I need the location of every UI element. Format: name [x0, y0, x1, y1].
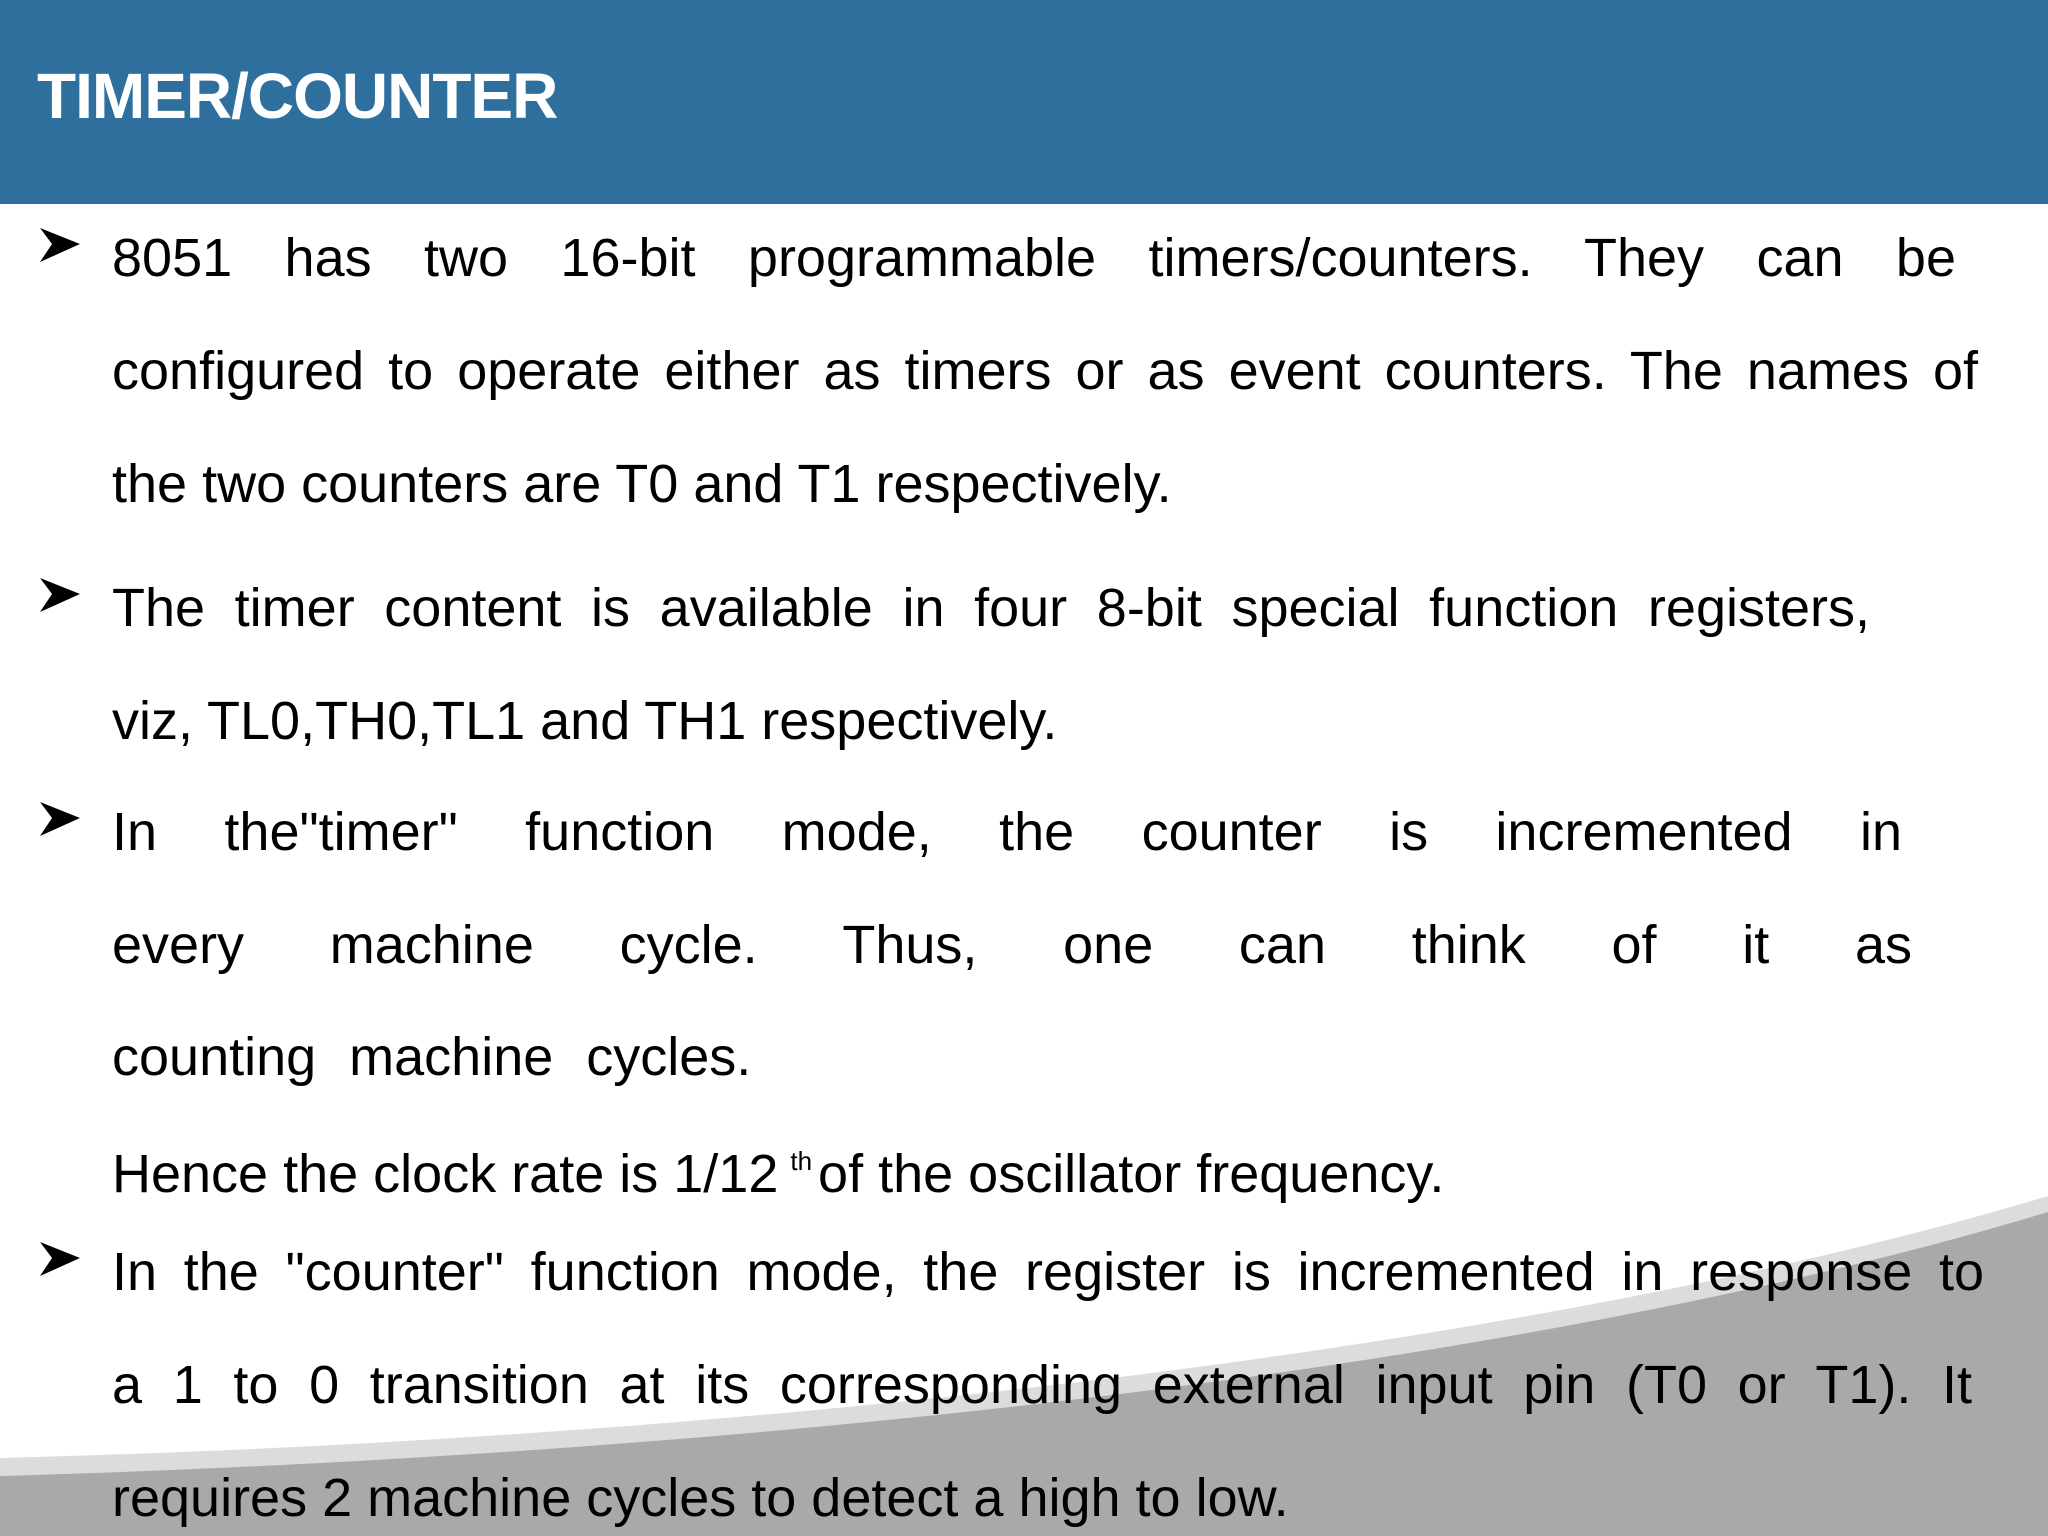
- bullet-3-extra-line: [112, 1129, 1444, 1206]
- bullet-1-line-3: the two counters are T0 and T1 respectively.: [112, 454, 1172, 514]
- bullet-3-line-1: In the"timer" function mode, the counter is incremented in: [112, 802, 1902, 862]
- bullet-3-line-2: every machine cycle. Thus, one can think of it as: [112, 915, 1912, 975]
- bullet-2-line-2: viz, TL0,TH0,TL1 and TH1 respectively.: [112, 691, 1058, 751]
- bullet-3-line-3: counting machine cycles.: [112, 1027, 752, 1087]
- arrowhead-bullet-icon: [38, 796, 82, 840]
- oscillator-text: of the oscillator frequency.: [818, 1144, 1445, 1204]
- bullet-1-line-1: 8051 has two 16-bit programmable timers/counters. They can be: [112, 228, 1956, 288]
- arrowhead-bullet-icon: [38, 572, 82, 616]
- clock-rate-text: Hence the clock rate is 1/12: [112, 1144, 779, 1204]
- bullet-2-line-1: The timer content is available in four 8-bit special function registers,: [112, 578, 1870, 638]
- bullet-4-line-1: In the "counter" function mode, the register is incremented in response to: [112, 1242, 1984, 1302]
- superscript-th: th: [790, 1146, 813, 1176]
- bullet-4-line-2: a 1 to 0 transition at its corresponding external input pin (T0 or T1). It: [112, 1355, 1972, 1415]
- bullet-1-line-2: configured to operate either as timers or as event counters. The names of: [112, 341, 1978, 401]
- arrowhead-bullet-icon: [38, 1236, 82, 1280]
- arrowhead-bullet-icon: [38, 222, 82, 266]
- bullet-4-line-3: requires 2 machine cycles to detect a high to low.: [112, 1468, 1289, 1528]
- slide-title: TIMER/COUNTER: [37, 60, 558, 132]
